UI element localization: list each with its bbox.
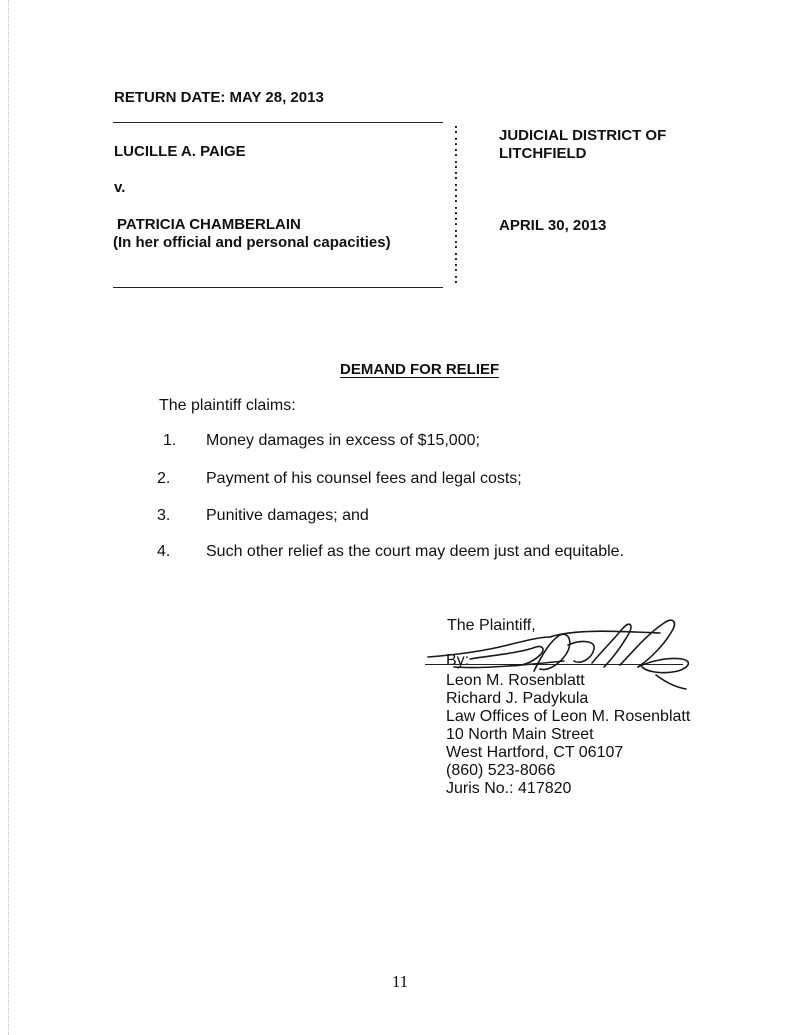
caption-colon: :: [453, 120, 459, 136]
claim-text: Payment of his counsel fees and legal costs;: [206, 470, 522, 487]
caption-colon: :: [453, 177, 459, 194]
defendant-capacity: (In her official and personal capacities): [113, 234, 391, 251]
versus-label: v.: [114, 179, 126, 196]
claim-text: Money damages in excess of $15,000;: [206, 432, 480, 449]
caption-colon: :: [453, 154, 459, 171]
city-address: West Hartford, CT 06107: [446, 744, 624, 761]
return-date: RETURN DATE: MAY 28, 2013: [114, 89, 324, 106]
attorney-2: Richard J. Padykula: [446, 690, 589, 707]
defendant-name: PATRICIA CHAMBERLAIN: [117, 216, 301, 233]
signature-by-label: By:: [446, 652, 470, 669]
caption-colon: :: [453, 258, 459, 274]
attorney-1: Leon M. Rosenblatt: [446, 672, 585, 689]
caption-colon: :: [453, 131, 459, 148]
claim-text: Punitive damages; and: [206, 507, 369, 524]
caption-bottom-rule: [113, 287, 443, 288]
caption-colon: :: [453, 223, 459, 240]
caption-colon: :: [453, 212, 459, 228]
caption-top-rule: [113, 122, 443, 123]
caption-colon: :: [453, 166, 459, 182]
plaintiff-name: LUCILLE A. PAIGE: [114, 143, 246, 160]
claim-number: 3.: [157, 507, 171, 524]
caption-colon: :: [453, 269, 459, 286]
claim-number: 1.: [163, 432, 177, 449]
claims-intro: The plaintiff claims:: [159, 397, 296, 414]
phone-number: (860) 523-8066: [446, 762, 556, 779]
district-line-1: JUDICIAL DISTRICT OF: [499, 127, 667, 144]
street-address: 10 North Main Street: [446, 726, 594, 743]
juris-number: Juris No.: 417820: [446, 780, 572, 797]
claim-number: 2.: [157, 470, 171, 487]
caption-colon: :: [453, 143, 459, 159]
law-firm: Law Offices of Leon M. Rosenblatt: [446, 708, 691, 725]
claim-text: Such other relief as the court may deem just and equitable.: [206, 543, 625, 560]
caption-colon: :: [453, 189, 459, 205]
caption-colon: :: [453, 235, 459, 251]
filing-date: APRIL 30, 2013: [499, 217, 607, 234]
scan-margin: [0, 0, 9, 1035]
district-line-2: LITCHFIELD: [499, 145, 587, 162]
page-number: 11: [391, 972, 409, 991]
caption-colon-column: [451, 120, 461, 286]
claim-number: 4.: [157, 543, 171, 560]
signature-party: The Plaintiff,: [447, 617, 536, 634]
caption-colon: :: [453, 246, 459, 263]
caption-colon: :: [453, 200, 459, 217]
demand-title: DEMAND FOR RELIEF: [340, 361, 500, 378]
